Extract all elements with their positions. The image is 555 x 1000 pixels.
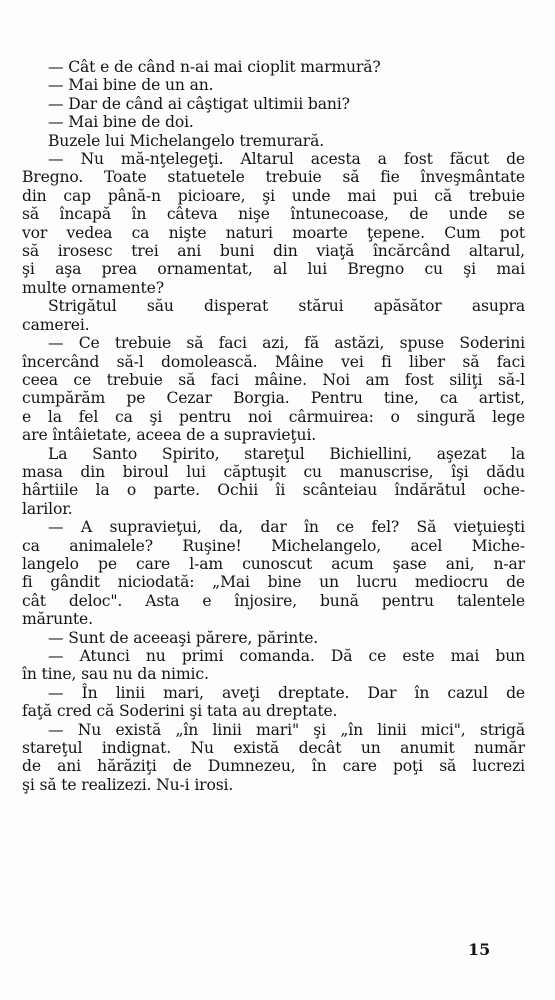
text-line: — Mai bine de doi. [48, 113, 194, 132]
text-line: cumpărăm pe Cezar Borgia. Pentru tine, ca artist, [22, 389, 525, 408]
text-line: vor vedea ca nişte naturi moarte ţepene. Cum pot [22, 223, 525, 242]
paragraph [22, 58, 525, 76]
text-line: langelo pe care l-am cunoscut acum şase ani, n-ar [22, 554, 525, 573]
text-line: ceea ce trebuie să faci mâine. Noi am fost siliţi să-l [22, 370, 525, 389]
paragraph [22, 445, 525, 519]
paragraph [22, 132, 525, 150]
text-line: — Sunt de aceeaşi părere, părinte. [48, 628, 319, 647]
paragraph [22, 95, 525, 113]
paragraph [22, 76, 525, 94]
text-line: are întâietate, aceea de a supravieţui. [22, 426, 317, 445]
text-line: larilor. [22, 499, 73, 518]
text-line: să irosesc trei ani buni din viaţă încărcând altarul, [22, 242, 525, 261]
text-line: în tine, sau nu da nimic. [22, 665, 209, 684]
text-line: La Santo Spirito, stareţul Bichiellini, aşezat la [48, 444, 525, 463]
text-line: încercând să-l domolească. Mâine vei fi liber să faci [22, 352, 525, 371]
paragraph [22, 113, 525, 131]
text-line: — A supravieţui, da, dar în ce fel? Să vieţuieşti [48, 518, 525, 537]
paragraph [22, 721, 525, 795]
text-line: şi aşa prea ornamentat, al lui Bregno cu şi mai [22, 260, 525, 279]
text-line: camerei. [22, 315, 90, 334]
text-line: mărunte. [22, 610, 93, 629]
text-line: ca animalele? Ruşine! Michelangelo, acel Miche- [22, 536, 525, 555]
text-line: — Cât e de când n-ai mai cioplit marmură? [48, 58, 381, 76]
text-line: Bregno. Toate statuetele trebuie să fie înveşmântate [22, 168, 525, 187]
body-text [22, 58, 525, 794]
text-line: fi gândit niciodată: „Mai bine un lucru mediocru de [22, 573, 525, 592]
text-line: de ani hărăziţi de Dumnezeu, în care poţi să lucrezi [22, 757, 525, 776]
text-line: multe ornamente? [22, 278, 164, 297]
text-line: — Ce trebuie să faci azi, fă astăzi, spuse Soderini [48, 334, 525, 353]
paragraph [22, 684, 525, 721]
paragraph [22, 297, 525, 334]
text-line: faţă cred că Soderini şi tata au dreptate. [22, 702, 338, 721]
text-line: masa din biroul lui căptuşit cu manuscrise, îşi dădu [22, 462, 525, 481]
text-line: şi să te realizezi. Nu-i irosi. [22, 775, 234, 794]
text-line: e la fel ca şi pentru noi cârmuirea: o singură lege [22, 407, 525, 426]
text-line: Buzele lui Michelangelo tremurară. [48, 131, 325, 150]
text-line: — Nu mă-nţelegeţi. Altarul acesta a fost făcut de [48, 150, 525, 169]
paragraph [22, 647, 525, 684]
paragraph [22, 334, 525, 444]
paragraph [22, 150, 525, 297]
text-line: — Nu există „în linii mari" şi „în linii mici", strigă [48, 720, 525, 739]
text-line: — Mai bine de un an. [48, 76, 214, 95]
page-number: 15 [468, 940, 491, 959]
paragraph [22, 629, 525, 647]
text-line: — Dar de când ai câştigat ultimii bani? [48, 94, 350, 113]
text-line: din cap până-n picioare, şi unde mai pui că trebuie [22, 186, 525, 205]
text-line: hârtiile la o parte. Ochii îi scânteiau îndărătul oche- [22, 481, 525, 500]
text-line: să încapă în câteva nişe întunecoase, de unde se [22, 205, 525, 224]
text-line: stareţul indignat. Nu există decât un anumit număr [22, 739, 525, 758]
text-line: Strigătul său disperat stărui apăsător asupra [48, 297, 525, 316]
text-line: cât deloc". Asta e înjosire, bună pentru talentele [22, 591, 525, 610]
text-line: — Atunci nu primi comanda. Dă ce este mai bun [48, 647, 525, 665]
text-line: — În linii mari, aveţi dreptate. Dar în cazul de [48, 683, 525, 702]
paragraph [22, 518, 525, 628]
